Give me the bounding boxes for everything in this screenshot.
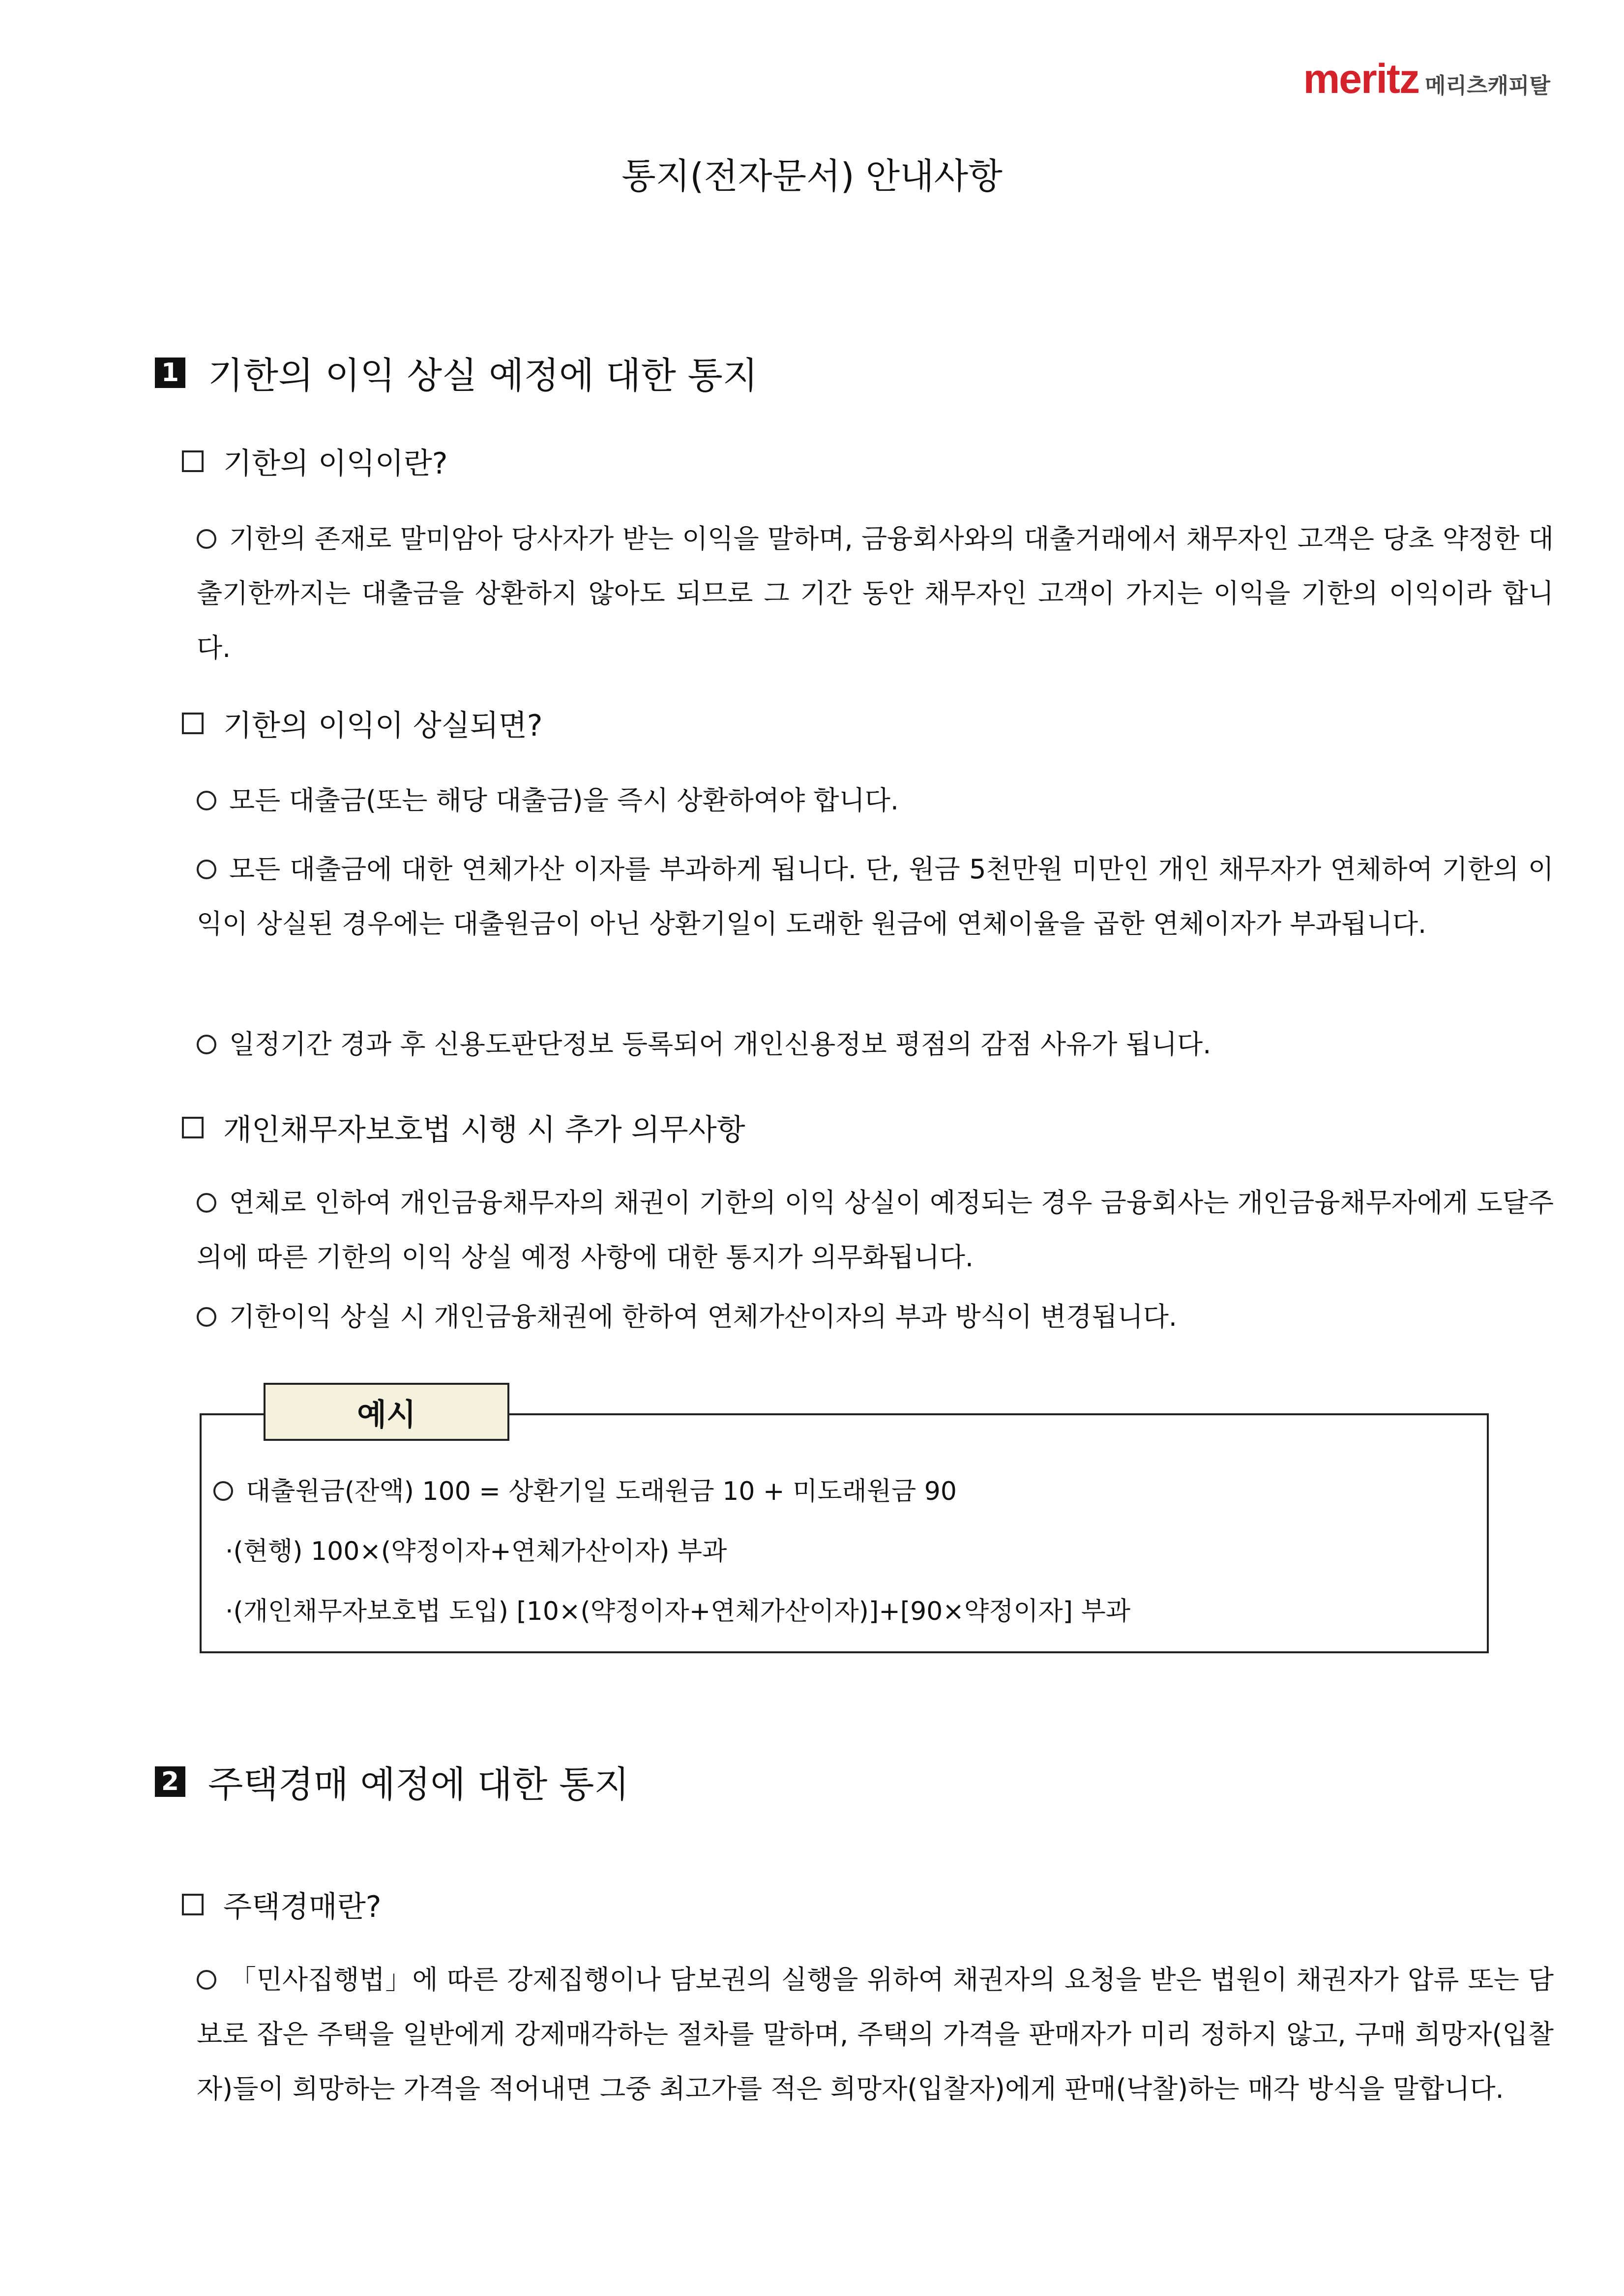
circle-bullet-icon (213, 1481, 233, 1501)
example-line: ·(현행) 100×(약정이자+연체가산이자) 부과 (225, 1537, 727, 1566)
logo-korean-name: 메리츠캐피탈 (1424, 73, 1550, 98)
document-title: 통지(전자문서) 안내사항 (621, 155, 1003, 197)
paragraph-text: 모든 대출금에 대한 연체가산 이자를 부과하게 됩니다. 단, 원금 5천만원 미만인 개인 채무자가 연체하여 기한의 이익이 상실된 경우에는 대출원금이 아닌 상환기일이 도래한 원금에 연체이율을 곱한 연체이자가 부과됩니다. (197, 854, 1554, 939)
paragraph (197, 511, 1554, 675)
subheading-text: 기한의 이익이 상실되면? (223, 709, 543, 743)
example-line (213, 1470, 957, 1507)
example-tab: 예시 (264, 1383, 509, 1441)
circle-bullet-icon (197, 860, 216, 879)
section-2-number: 2 (155, 1766, 185, 1797)
square-bullet-icon (182, 713, 204, 734)
paragraph-text: 연체로 인하여 개인금융채무자의 채권이 기한의 이익 상실이 예정되는 경우 금융회사는 개인금융채무자에게 도달주의에 따른 기한의 이익 상실 예정 사항에 대한 통지가 의무화됩니다. (197, 1187, 1554, 1273)
section-2-heading (155, 1756, 629, 1808)
paragraph (197, 842, 1554, 951)
square-bullet-icon (182, 450, 204, 472)
section-1-title: 기한의 이익 상실 예정에 대한 통지 (208, 355, 758, 397)
circle-bullet-icon (197, 1307, 216, 1327)
subheading-what-is-auction (182, 1883, 382, 1926)
section-1-number: 1 (155, 358, 185, 388)
paragraph-text: 모든 대출금(또는 해당 대출금)을 즉시 상환하여야 합니다. (229, 785, 899, 816)
paragraph (197, 1952, 1554, 2116)
example-line-text: 대출원금(잔액) 100 = 상환기일 도래원금 10 + 미도래원금 90 (246, 1477, 957, 1506)
circle-bullet-icon (197, 1035, 216, 1054)
circle-bullet-icon (197, 791, 216, 810)
subheading-what-is-benefit (182, 440, 448, 482)
paragraph (197, 1289, 1554, 1344)
square-bullet-icon (182, 1894, 204, 1915)
paragraph-text: 기한의 존재로 말미암아 당사자가 받는 이익을 말하며, 금융회사와의 대출거래에서 채무자인 고객은 당초 약정한 대출기한까지는 대출금을 상환하지 않아도 되므로 그 기간 동안 채무자인 고객이 가지는 이익을 기한의 이익이라 합니다. (197, 523, 1554, 663)
circle-bullet-icon (197, 1193, 216, 1213)
subheading-text: 개인채무자보호법 시행 시 추가 의무사항 (223, 1113, 745, 1147)
paragraph (197, 1175, 1554, 1284)
subheading-text: 주택경매란? (223, 1890, 382, 1924)
circle-bullet-icon (197, 529, 216, 549)
paragraph-text: 「민사집행법」에 따른 강제집행이나 담보권의 실행을 위하여 채권자의 요청을 받은 법원이 채권자가 압류 또는 담보로 잡은 주택을 일반에게 강제매각하는 절차를 말하며, 주택의 가격을 판매자가 미리 정하지 않고, 구매 희망자(입찰자)들이 희망하는 가격을 적어내면 그중 최고가를 적은 희망자(입찰자)에게 판매(낙찰)하는 매각 방식을 말합니다. (197, 1964, 1554, 2104)
paragraph-text: 일정기간 경과 후 신용도판단정보 등록되어 개인신용정보 평점의 감점 사유가 됩니다. (229, 1029, 1211, 1060)
subheading-if-lost (182, 702, 543, 745)
paragraph-text: 기한이익 상실 시 개인금융채권에 한하여 연체가산이자의 부과 방식이 변경됩니다. (229, 1301, 1178, 1332)
circle-bullet-icon (197, 1970, 216, 1990)
subheading-added-duties (182, 1106, 745, 1149)
subheading-text: 기한의 이익이란? (223, 447, 448, 481)
paragraph (197, 773, 1554, 828)
square-bullet-icon (182, 1117, 204, 1138)
logo-wordmark: meritz (1303, 56, 1419, 102)
company-logo (1303, 55, 1550, 103)
example-line: ·(개인채무자보호법 도입) [10×(약정이자+연체가산이자)]+[90×약정이자] 부과 (225, 1597, 1131, 1626)
paragraph (197, 1017, 1554, 1072)
section-1-heading (155, 347, 758, 399)
section-2-title: 주택경매 예정에 대한 통지 (208, 1763, 629, 1806)
